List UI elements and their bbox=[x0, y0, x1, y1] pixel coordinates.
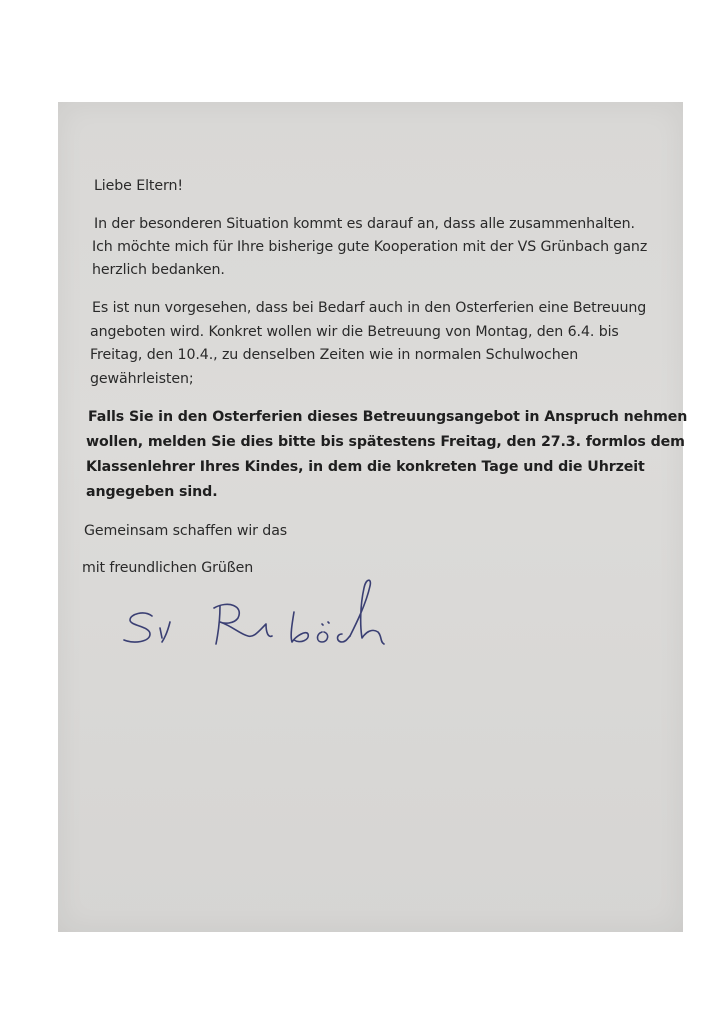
paragraph2-line1: Es ist nun vorgesehen, dass bei Bedarf auch in den Osterferien eine Betreuung bbox=[92, 300, 647, 316]
paragraph1-line1: In der besonderen Situation kommt es darauf an, dass alle zusammenhalten. bbox=[94, 216, 635, 232]
paragraph3-line2: wollen, melden Sie dies bitte bis spätestens Freitag, den 27.3. formlos dem bbox=[86, 434, 685, 450]
paragraph3-line4: angegeben sind. bbox=[86, 484, 218, 500]
paragraph1-line2: Ich möchte mich für Ihre bisherige gute Kooperation mit der VS Grünbach ganz bbox=[92, 239, 648, 255]
paragraph3-line3: Klassenlehrer Ihres Kindes, in dem die konkreten Tage und die Uhrzeit bbox=[86, 459, 645, 475]
salutation: Liebe Eltern! bbox=[94, 178, 183, 194]
handwritten-signature bbox=[116, 564, 446, 654]
closing-line2: mit freundlichen Grüßen bbox=[82, 560, 254, 576]
letter-paper bbox=[58, 102, 688, 932]
paragraph3-line1: Falls Sie in den Osterferien dieses Betreuungsangebot in Anspruch nehmen bbox=[88, 409, 688, 425]
paragraph1-line3: herzlich bedanken. bbox=[92, 262, 225, 278]
letter-body bbox=[58, 102, 688, 932]
paragraph2-line2: angeboten wird. Konkret wollen wir die Betreuung von Montag, den 6.4. bis bbox=[90, 324, 619, 340]
paragraph2-line3: Freitag, den 10.4., zu denselben Zeiten wie in normalen Schulwochen bbox=[90, 347, 579, 363]
paragraph2-line4: gewährleisten; bbox=[90, 371, 194, 387]
closing-line1: Gemeinsam schaffen wir das bbox=[84, 523, 288, 539]
